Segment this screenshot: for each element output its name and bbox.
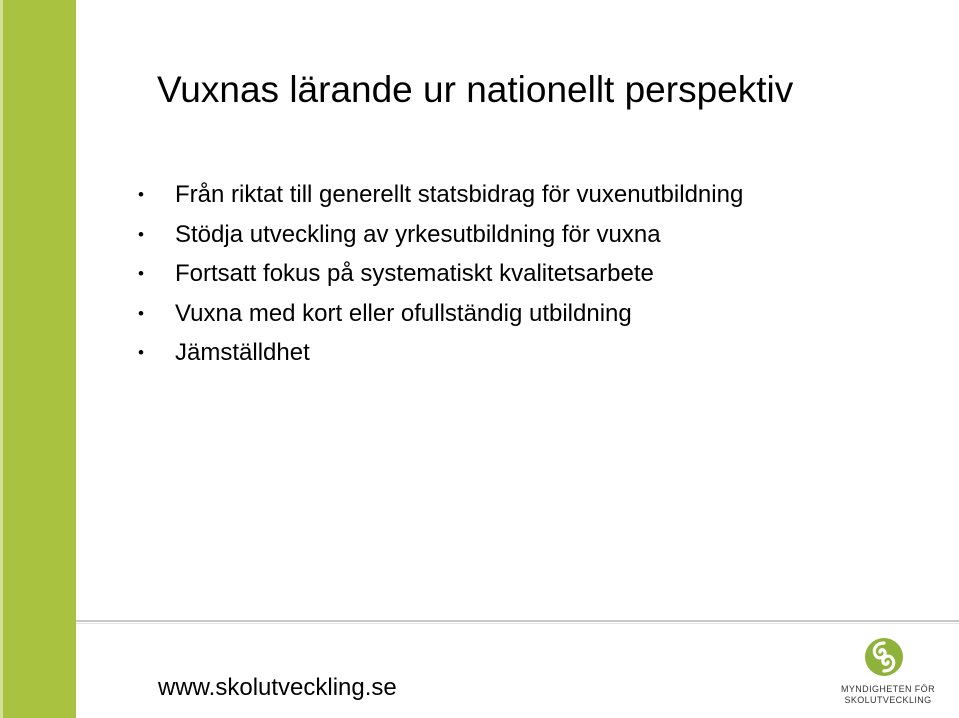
agency-name-line1: MYNDIGHETEN FÖR — [840, 684, 935, 694]
bullet-text: Från riktat till generellt statsbidrag för vuxenutbildning — [175, 181, 744, 208]
bullet-list — [138, 175, 743, 373]
bullet-text: Fortsatt fokus på systematiskt kvalitetsarbete — [175, 260, 654, 287]
bullet-dot: • — [138, 264, 144, 283]
bullet-dot: • — [138, 343, 144, 362]
bullet-item — [138, 333, 743, 373]
bullet-text: Jämställdhet — [175, 339, 310, 366]
agency-name-line2: SKOLUTVECKLING — [844, 695, 932, 705]
bullet-text: Vuxna med kort eller ofullständig utbildning — [175, 299, 632, 327]
bullet-dot: • — [138, 224, 144, 244]
footer-divider-shadow — [76, 623, 959, 624]
bullet-item — [138, 294, 743, 334]
agency-name — [838, 684, 938, 706]
bullet-item — [138, 215, 743, 255]
agency-swirl-icon — [864, 637, 904, 677]
bullet-text: Stödja utveckling av yrkesutbildning för vuxna — [175, 220, 661, 248]
bullet-dot: • — [138, 185, 144, 204]
bullet-item — [138, 254, 743, 294]
footer-divider — [76, 620, 959, 622]
footer-url: www.skolutveckling.se — [158, 674, 397, 701]
bullet-dot: • — [138, 303, 144, 323]
bullet-item — [138, 175, 743, 215]
agency-logo — [838, 637, 938, 709]
left-accent-bar — [0, 0, 76, 718]
left-accent-edge — [0, 0, 3, 718]
slide-title: Vuxnas lärande ur nationellt perspektiv — [157, 69, 794, 110]
